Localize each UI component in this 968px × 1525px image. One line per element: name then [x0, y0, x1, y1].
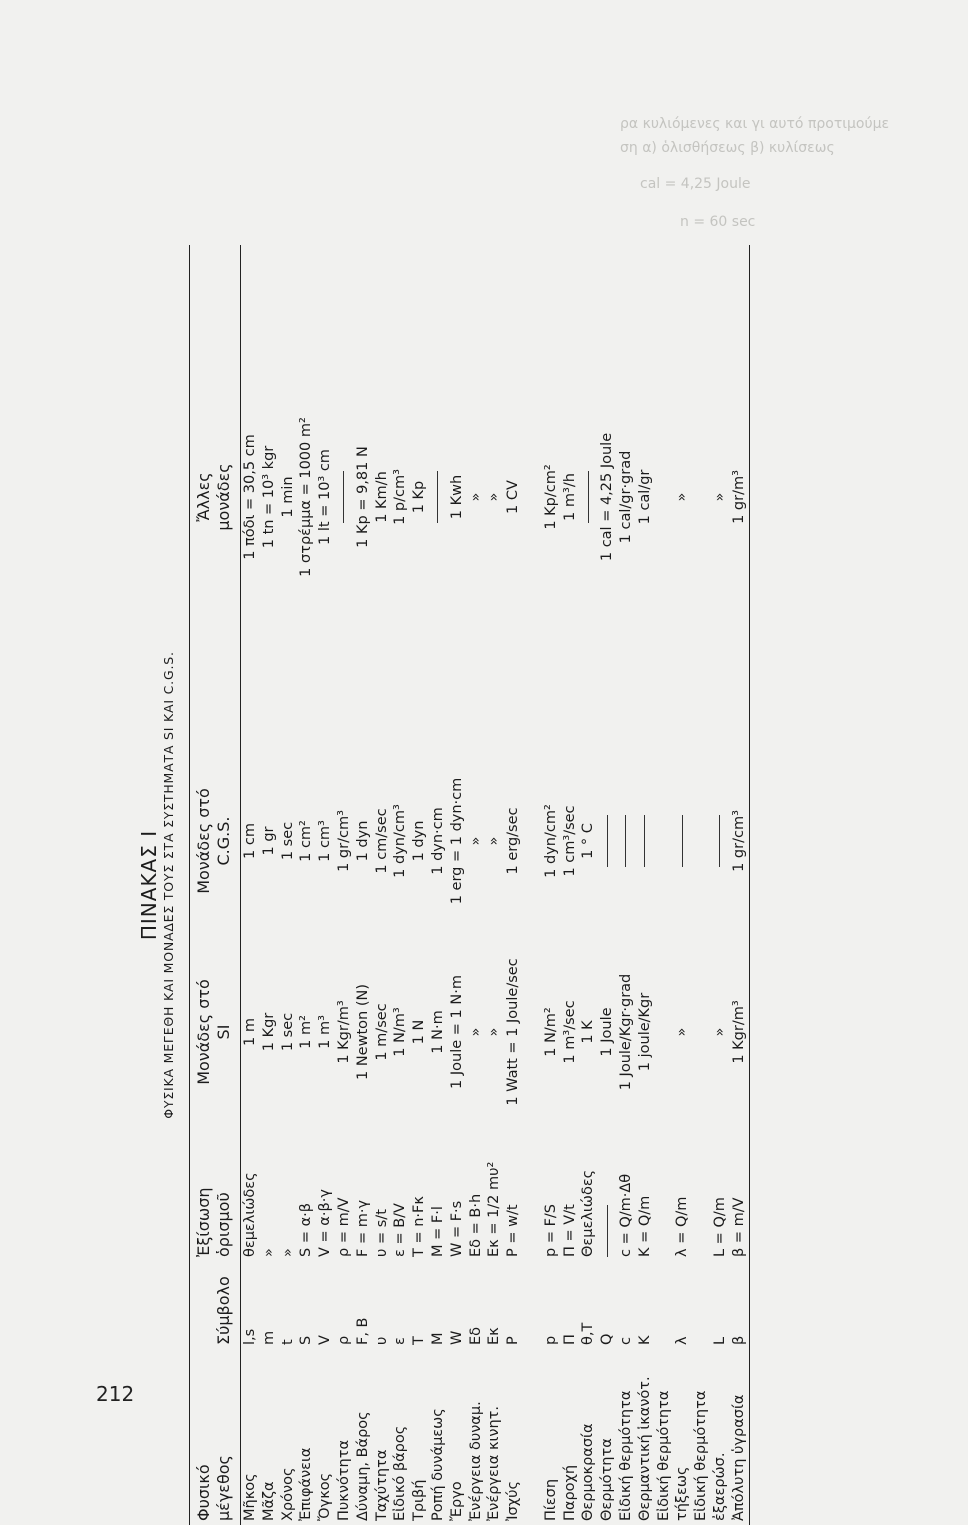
quantity-cell: Ἐνέργεια δυναμ. — [467, 1401, 484, 1521]
si-unit-cell: 1 m — [242, 1018, 258, 1046]
table-body — [241, 245, 750, 1525]
quantity-cell: Πυκνότητα — [335, 1439, 352, 1521]
header-equation — [190, 1131, 241, 1261]
quantity-cell: Ἰσχύς — [505, 1481, 522, 1521]
dash-rule — [607, 1205, 608, 1257]
symbol-cell — [523, 1261, 542, 1349]
equation-cell — [598, 1131, 617, 1261]
bleed-through-line-2: ση α) ὁλισθήσεως β) κυλίσεως — [620, 140, 835, 156]
table-row — [485, 245, 504, 1525]
table-row — [316, 245, 335, 1525]
cgs-unit-cell — [692, 749, 711, 933]
dash-rule — [719, 815, 720, 867]
other-unit-cell — [523, 245, 542, 749]
si-unit-cell: » — [711, 1027, 728, 1037]
symbol-cell — [655, 1261, 674, 1349]
equation-cell: L = Q/m — [711, 1197, 728, 1257]
si-unit-cell: 1 N·m — [429, 1010, 446, 1054]
table-row — [354, 245, 373, 1525]
equation-cell: λ = Q/m — [674, 1196, 691, 1257]
cgs-unit-cell: 1 dyn·cm — [429, 807, 446, 875]
equation-cell: Eκ = 1/2 mυ² — [486, 1161, 503, 1257]
symbol-cell: υ — [373, 1336, 390, 1345]
header-symbol — [190, 1261, 241, 1349]
equation-cell: p = F/S — [542, 1203, 559, 1257]
cgs-unit-cell — [617, 749, 636, 933]
table-row — [373, 245, 392, 1525]
si-unit-cell: 1 m² — [298, 1015, 315, 1049]
symbol-cell: c — [617, 1337, 634, 1345]
si-unit-cell: 1 N/m³ — [392, 1007, 409, 1057]
quantity-cell: ἐξαερώσ. — [711, 1452, 728, 1521]
table-row — [429, 245, 448, 1525]
symbol-cell: θ,T — [580, 1322, 597, 1345]
cgs-unit-cell: 1 ° C — [580, 823, 597, 859]
quantity-cell: Εἰδική θερμότητα — [655, 1390, 672, 1521]
si-unit-cell: 1 Watt = 1 Joule/sec — [505, 958, 522, 1106]
symbol-cell: β — [730, 1335, 747, 1345]
quantity-cell: Ἐπιφάνεια — [298, 1447, 315, 1521]
equation-cell: K = Q/m — [636, 1195, 653, 1257]
si-unit-cell: 1 m³/sec — [561, 1000, 578, 1064]
equation-cell: F = m·γ — [354, 1199, 371, 1257]
cgs-unit-cell — [523, 749, 542, 933]
table-title: ΠΙΝΑΚΑΣ Ι — [137, 829, 161, 941]
quantity-cell: Μᾶζα — [260, 1481, 277, 1521]
quantity-cell: Θερμότητα — [599, 1438, 616, 1521]
quantity-cell: Ταχύτητα — [373, 1449, 390, 1521]
table-row — [241, 245, 260, 1525]
table-row — [617, 245, 636, 1525]
cgs-unit-cell: 1 erg = 1 dyn·cm — [448, 777, 465, 905]
quantity-cell: Χρόνος — [279, 1467, 296, 1521]
cgs-unit-cell: 1 cm/sec — [373, 808, 390, 874]
quantity-cell: Μῆκος — [242, 1473, 258, 1521]
other-unit-cell: 1 lt = 10³ cm — [317, 449, 334, 545]
other-unit-cell: 1 πόδι = 30,5 cm — [242, 434, 258, 560]
equation-cell — [655, 1131, 674, 1261]
symbol-cell: t — [279, 1339, 296, 1345]
other-unit-cell: 1 tn = 10³ kgr — [260, 445, 277, 549]
symbol-cell: F, B — [354, 1317, 371, 1345]
equation-cell: P = w/t — [505, 1204, 522, 1257]
table-subtitle: ΦΥΣΙΚΑ ΜΕΓΕΘΗ ΚΑΙ ΜΟΝΑΔΕΣ ΤΟΥΣ ΣΤΑ ΣΥΣΤΗΜΑΤΑ SI ΚΑΙ C.G.S. — [161, 651, 176, 1119]
quantity-cell: Δύναμη, Βάρος — [354, 1411, 371, 1521]
symbol-cell: Q — [599, 1333, 616, 1345]
header-equation-line1: Ἐξίσωση — [194, 1187, 213, 1257]
other-unit-cell — [655, 245, 674, 749]
dash-rule — [625, 815, 626, 867]
si-unit-cell — [655, 933, 674, 1131]
equation-cell: » — [279, 1248, 296, 1257]
si-unit-cell: 1 m/sec — [373, 1003, 390, 1061]
symbol-cell — [692, 1261, 711, 1349]
rotated-table-page — [135, 245, 825, 1525]
equation-cell — [523, 1131, 542, 1261]
equation-cell: Eδ = B·h — [467, 1193, 484, 1257]
cgs-unit-cell: 1 gr/cm³ — [730, 810, 747, 872]
quantity-cell: Τριβή — [411, 1479, 428, 1521]
si-unit-cell — [523, 933, 542, 1131]
equation-cell: » — [260, 1248, 277, 1257]
si-unit-cell: 1 Kgr — [260, 1012, 277, 1052]
quantity-cell — [523, 1349, 542, 1525]
symbol-cell: T — [411, 1336, 428, 1345]
symbol-cell: ρ — [335, 1335, 352, 1345]
cgs-unit-cell: 1 gr — [260, 826, 277, 856]
cgs-unit-cell: 1 gr/cm³ — [335, 810, 352, 872]
equation-cell: ε = B/V — [392, 1203, 409, 1257]
equation-cell: W = F·s — [448, 1200, 465, 1257]
si-unit-cell: » — [486, 1027, 503, 1037]
page-number: 212 — [96, 1382, 135, 1406]
symbol-cell: m — [260, 1330, 277, 1345]
equation-cell: θεμελιώδες — [242, 1172, 258, 1257]
si-unit-cell: 1 K — [580, 1020, 597, 1044]
quantity-cell: Ἔργο — [448, 1481, 465, 1521]
other-unit-cell: 1 στρέμμα = 1000 m² — [298, 417, 315, 577]
si-unit-cell: 1 Joule — [599, 1007, 616, 1057]
si-unit-cell: 1 Kgr/m³ — [335, 1000, 352, 1064]
table-row — [504, 245, 523, 1525]
header-quantity-line1: Φυσικό — [194, 1464, 213, 1521]
cgs-unit-cell — [673, 749, 692, 933]
cgs-unit-cell: 1 cm — [242, 823, 258, 859]
other-unit-cell: 1 gr/m³ — [730, 470, 747, 524]
quantity-cell: Πίεση — [542, 1478, 559, 1521]
equation-cell: S = α·β — [298, 1203, 315, 1257]
symbol-cell: l,s — [242, 1328, 258, 1345]
table-row — [279, 245, 298, 1525]
si-unit-cell: 1 joule/Kgr — [636, 992, 653, 1072]
header-quantity-line2: μέγεθος — [214, 1455, 233, 1521]
equation-cell: c = Q/m·Δθ — [617, 1173, 634, 1257]
header-cgs-line2: C.G.S. — [214, 816, 233, 866]
other-unit-cell: 1 Kp — [411, 480, 428, 514]
equation-cell: β = m/V — [730, 1197, 747, 1257]
table-row — [523, 245, 542, 1525]
other-unit-cell: 1 Km/h — [373, 471, 390, 523]
symbol-cell: M — [429, 1332, 446, 1345]
table-row — [561, 245, 580, 1525]
table-row — [335, 245, 354, 1525]
header-si-line2: SI — [214, 1024, 233, 1040]
equation-cell: υ = s/t — [373, 1209, 390, 1257]
quantity-cell: Ροπή δυνάμεως — [429, 1408, 446, 1521]
other-unit-cell: 1 Kp/cm² — [542, 464, 559, 530]
si-unit-cell: » — [467, 1027, 484, 1037]
dash-rule — [607, 815, 608, 867]
equation-cell: T = n·Fκ — [411, 1196, 428, 1257]
cgs-unit-cell: 1 dyn/cm³ — [392, 804, 409, 878]
equation-cell: M = F·l — [429, 1206, 446, 1257]
cgs-unit-cell: 1 erg/sec — [505, 807, 522, 875]
quantity-cell: Θερμαντική ἱκανότ. — [636, 1376, 653, 1521]
si-unit-cell: 1 N — [411, 1019, 428, 1045]
quantity-cell: τήξεως — [674, 1466, 691, 1521]
cgs-unit-cell — [636, 749, 655, 933]
other-unit-cell: 1 Kwh — [448, 474, 465, 520]
symbol-cell: L — [711, 1336, 728, 1345]
bleed-through-line-4: n = 60 sec — [680, 214, 756, 230]
other-unit-cell: 1 p/cm³ — [392, 469, 409, 525]
si-unit-cell — [692, 933, 711, 1131]
header-row — [190, 245, 241, 1525]
equation-cell: Π = V/t — [561, 1204, 578, 1257]
table-row — [467, 245, 486, 1525]
quantity-cell: Παροχή — [561, 1464, 578, 1521]
dash-rule — [588, 471, 589, 523]
quantity-cell: Εἰδική θερμότητα — [693, 1390, 710, 1521]
other-unit-cell: » — [467, 492, 484, 502]
header-si — [190, 933, 241, 1131]
header-cgs-line1: Μονάδες στό — [194, 788, 213, 894]
si-unit-cell: 1 Joule = 1 N·m — [448, 975, 465, 1089]
cgs-unit-cell: 1 dyn — [411, 820, 428, 862]
header-cgs — [190, 749, 241, 933]
cgs-unit-cell: 1 dyn/cm² — [542, 804, 559, 878]
cgs-unit-cell — [598, 749, 617, 933]
header-other-line1: Ἄλλες — [194, 472, 213, 522]
header-equation-line2: ὁρισμοῦ — [214, 1192, 233, 1257]
cgs-unit-cell: » — [467, 836, 484, 846]
symbol-cell: W — [448, 1330, 465, 1345]
table-row — [260, 245, 279, 1525]
other-unit-cell — [579, 245, 598, 749]
table-row — [598, 245, 617, 1525]
units-table — [189, 245, 750, 1525]
table-row — [542, 245, 561, 1525]
other-unit-cell: 1 cal = 4,25 Joule — [599, 432, 616, 562]
table-row — [711, 245, 730, 1525]
quantity-cell: Ὄγκος — [317, 1472, 334, 1521]
quantity-cell: Εἰδικό βάρος — [392, 1425, 409, 1521]
symbol-cell: Eκ — [486, 1327, 503, 1345]
symbol-cell: ε — [392, 1337, 409, 1345]
symbol-cell: Π — [561, 1334, 578, 1345]
other-unit-cell: 1 CV — [505, 480, 522, 514]
symbol-cell: P — [505, 1336, 522, 1345]
other-unit-cell: » — [711, 492, 728, 502]
other-unit-cell: 1 cal/gr — [636, 469, 653, 525]
equation-cell: Θεμελιώδες — [580, 1169, 597, 1257]
quantity-cell: Ἀπόλυτη ὑγρασία — [730, 1394, 747, 1521]
table-row — [730, 245, 749, 1525]
si-unit-cell: 1 Joule/Kgr·grad — [617, 973, 634, 1091]
header-other-line2: μονάδες — [214, 463, 233, 531]
cgs-unit-cell — [655, 749, 674, 933]
quantity-cell: Ἐνέργεια κινητ. — [486, 1405, 503, 1521]
quantity-cell: Εἰδική θερμότητα — [617, 1390, 634, 1521]
table-row — [673, 245, 692, 1525]
symbol-cell: p — [542, 1335, 559, 1345]
table-row — [692, 245, 711, 1525]
other-unit-cell — [692, 245, 711, 749]
table-row — [636, 245, 655, 1525]
equation-cell: V = α·β·γ — [317, 1189, 334, 1257]
dash-rule — [682, 815, 683, 867]
quantity-cell: Θερμοκρασία — [580, 1423, 597, 1521]
dash-rule — [343, 471, 344, 523]
cgs-unit-cell: » — [486, 836, 503, 846]
other-unit-cell — [429, 245, 448, 749]
si-unit-cell: 1 Newton (N) — [354, 984, 371, 1080]
table-row — [579, 245, 598, 1525]
table-row — [410, 245, 429, 1525]
symbol-cell: λ — [674, 1336, 691, 1345]
equation-cell — [692, 1131, 711, 1261]
header-other — [190, 245, 241, 749]
header-symbol-line1: Σύμβολο — [214, 1276, 233, 1345]
other-unit-cell: 1 min — [279, 476, 296, 518]
symbol-cell: Eδ — [467, 1326, 484, 1345]
cgs-unit-cell — [711, 749, 730, 933]
other-unit-cell: 1 m³/h — [561, 473, 578, 521]
other-unit-cell: 1 cal/gr·grad — [617, 450, 634, 544]
si-unit-cell: 1 sec — [279, 1012, 296, 1052]
si-unit-cell: 1 N/m² — [542, 1007, 559, 1057]
dash-rule — [437, 471, 438, 523]
cgs-unit-cell: 1 cm² — [298, 820, 315, 862]
header-si-line1: Μονάδες στό — [194, 979, 213, 1085]
cgs-unit-cell: 1 cm³ — [317, 820, 334, 862]
table-row — [391, 245, 410, 1525]
bleed-through-line-3: cal = 4,25 Joule — [640, 176, 751, 192]
equation-cell: ρ = m/V — [335, 1197, 352, 1257]
table-row — [448, 245, 467, 1525]
symbol-cell: S — [298, 1335, 315, 1345]
dash-rule — [644, 815, 645, 867]
si-unit-cell: 1 m³ — [317, 1015, 334, 1049]
si-unit-cell: » — [674, 1027, 691, 1037]
other-unit-cell: 1 Kp = 9,81 N — [354, 446, 371, 548]
cgs-unit-cell: 1 cm³/sec — [561, 805, 578, 877]
other-unit-cell — [335, 245, 354, 749]
other-unit-cell: » — [486, 492, 503, 502]
si-unit-cell: 1 Kgr/m³ — [730, 1000, 747, 1064]
symbol-cell: K — [636, 1335, 653, 1345]
cgs-unit-cell: 1 dyn — [354, 820, 371, 862]
cgs-unit-cell: 1 sec — [279, 821, 296, 861]
table-row — [655, 245, 674, 1525]
bleed-through-line-1: ρα κυλιόμενες και γι αυτό προτιμούμε — [620, 116, 890, 132]
other-unit-cell: » — [674, 492, 691, 502]
header-quantity — [190, 1349, 241, 1525]
symbol-cell: V — [317, 1335, 334, 1345]
table-row — [297, 245, 316, 1525]
